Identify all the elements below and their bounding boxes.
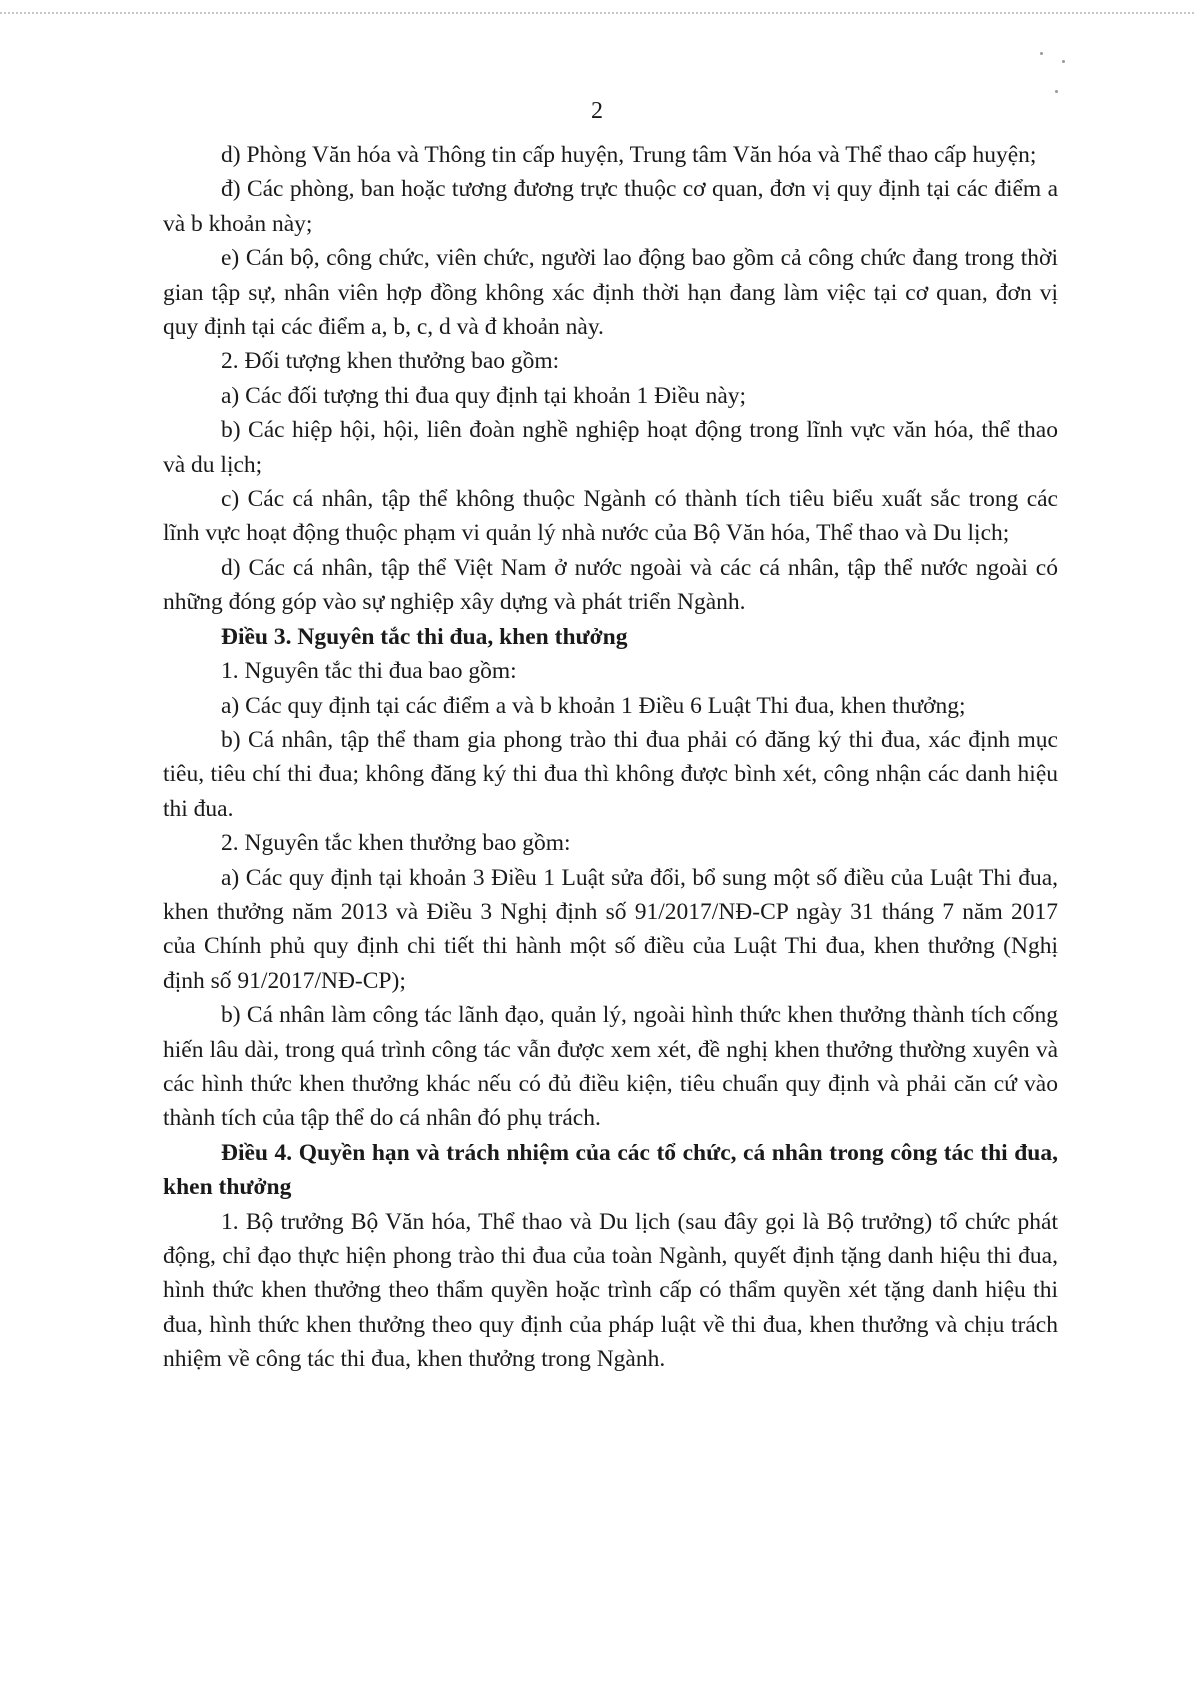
paragraph-a-doi-tuong-thi-dua: a) Các đối tượng thi đua quy định tại khoản 1 Điều này; — [221, 382, 747, 409]
paragraph-b-hiep-hoi: b) Các hiệp hội, hội, liên đoàn nghề nghiệp hoạt động trong lĩnh vực văn hóa, thể thao và du lịch; — [163, 417, 1058, 478]
paragraph-e-can-bo: e) Cán bộ, công chức, viên chức, người lao động bao gồm cả công chức đang trong thời gian tập sự, nhân viên hợp đồng không xác định thời hạn đang làm việc tại cơ quan, đơn vị quy định tại các điểm a, b, c, d và đ khoản này. — [163, 245, 1058, 341]
document-body — [163, 138, 1058, 1377]
scan-speck — [1055, 90, 1058, 93]
scan-speck — [1062, 60, 1065, 63]
paragraph-2-nguyen-tac-khen-thuong: 2. Nguyên tắc khen thưởng bao gồm: — [221, 830, 571, 857]
paragraph-1-nguyen-tac-thi-dua: 1. Nguyên tắc thi đua bao gồm: — [221, 658, 517, 685]
page-number: 2 — [591, 98, 603, 124]
paragraph-d-viet-nam: d) Các cá nhân, tập thể Việt Nam ở nước ngoài và các cá nhân, tập thể nước ngoài có những đóng góp vào sự nghiệp xây dựng và phát triển Ngành. — [163, 554, 1058, 616]
heading-dieu-4: Điều 4. Quyền hạn và trách nhiệm của các tổ chức, cá nhân trong công tác thi đua, khen thưởng — [163, 1139, 1058, 1201]
scan-edge-artifact — [0, 12, 1194, 20]
scan-speck — [1040, 52, 1043, 55]
paragraph-dd-cac-phong-ban: đ) Các phòng, ban hoặc tương đương trực thuộc cơ quan, đơn vị quy định tại các điểm a và b khoản này; — [163, 176, 1058, 237]
paragraph-a-quy-dinh: a) Các quy định tại các điểm a và b khoản 1 Điều 6 Luật Thi đua, khen thưởng; — [221, 692, 966, 719]
heading-dieu-3: Điều 3. Nguyên tắc thi đua, khen thưởng — [221, 623, 628, 650]
paragraph-a-khoan-3: a) Các quy định tại khoản 3 Điều 1 Luật sửa đổi, bổ sung một số điều của Luật Thi đua, khen thưởng năm 2013 và Điều 3 Nghị định số 91/2017/NĐ-CP ngày 31 tháng 7 năm 2017 của Chính phủ quy định chi tiết thi hành một số điều của Luật Thi đua, khen thưởng (Nghị định số 91/2017/NĐ-CP); — [163, 864, 1058, 994]
paragraph-b-lanh-dao: b) Cá nhân làm công tác lãnh đạo, quản lý, ngoài hình thức khen thưởng thành tích cống hiến lâu dài, trong quá trình công tác vẫn được xem xét, đề nghị khen thưởng thường xuyên và các hình thức khen thưởng khác nếu có đủ điều kiện, tiêu chuẩn quy định và phải căn cứ vào thành tích của tập thể do cá nhân đó phụ trách. — [163, 1002, 1058, 1132]
paragraph-2-doi-tuong: 2. Đối tượng khen thưởng bao gồm: — [221, 348, 560, 375]
paragraph-b-ca-nhan-tap-the: b) Cá nhân, tập thể tham gia phong trào thi đua phải có đăng ký thi đua, xác định mục tiêu, tiêu chí thi đua; không đăng ký thi đua thì không được bình xét, công nhận các danh hiệu thi đua. — [163, 726, 1058, 822]
paragraph-d-phong-van-hoa: d) Phòng Văn hóa và Thông tin cấp huyện, Trung tâm Văn hóa và Thể thao cấp huyện; — [221, 142, 1037, 168]
paragraph-1-bo-truong: 1. Bộ trưởng Bộ Văn hóa, Thể thao và Du lịch (sau đây gọi là Bộ trưởng) tổ chức phát động, chỉ đạo thực hiện phong trào thi đua của toàn Ngành, quyết định tặng danh hiệu thi đua, hình thức khen thưởng theo thẩm quyền hoặc trình cấp có thẩm quyền xét tặng danh hiệu thi đua, hình thức khen thưởng theo quy định của pháp luật về thi đua, khen thưởng và chịu trách nhiệm về công tác thi đua, khen thưởng trong Ngành. — [163, 1208, 1058, 1373]
paragraph-c-ca-nhan: c) Các cá nhân, tập thể không thuộc Ngành có thành tích tiêu biểu xuất sắc trong các lĩnh vực hoạt động thuộc phạm vi quản lý nhà nước của Bộ Văn hóa, Thể thao và Du lịch; — [163, 486, 1058, 547]
